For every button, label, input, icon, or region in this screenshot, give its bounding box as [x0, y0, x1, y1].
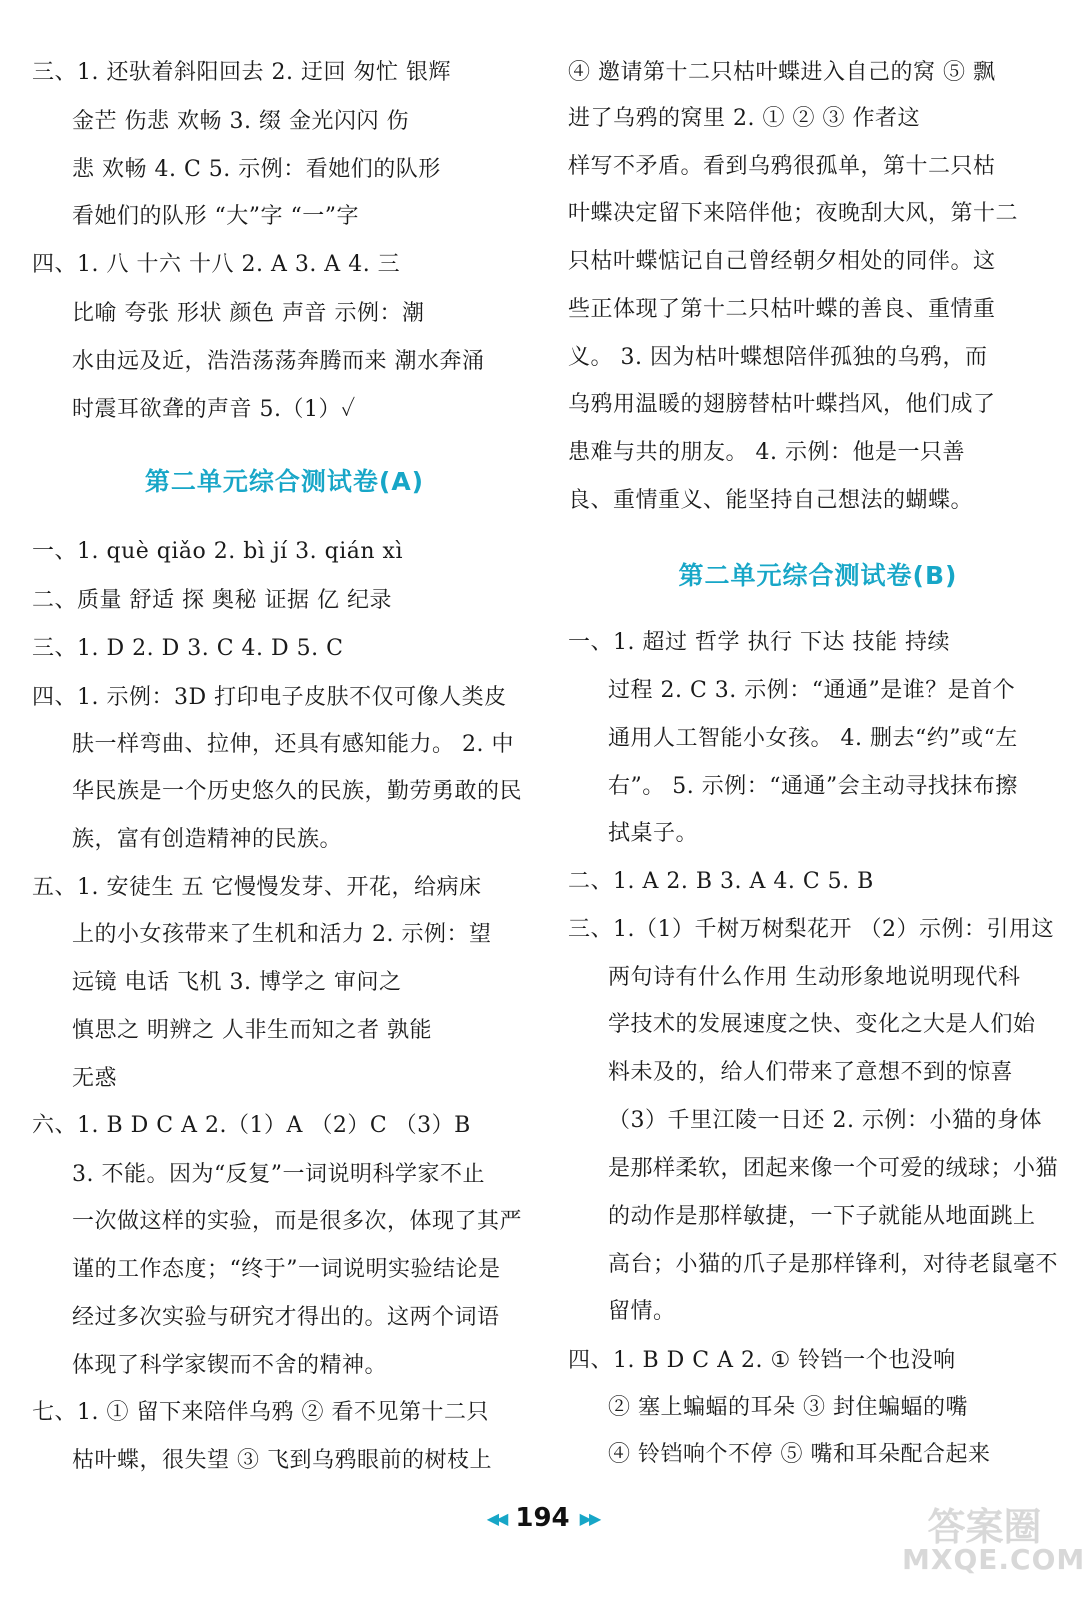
answer-line: 只枯叶蝶惦记自己曾经朝夕相处的同伴。这 [568, 249, 996, 274]
answer-line: 乌鸦用温暖的翅膀替枯叶蝶挡风，他们成了 [568, 392, 996, 417]
answer-line: 比喻 夸张 形状 颜色 声音 示例：潮 [72, 301, 425, 326]
answer-line: 一次做这样的实验，而是很多次，体现了其严 [72, 1209, 523, 1234]
answer-line: 族，富有创造精神的民族。 [72, 827, 343, 852]
page-number: 194 [515, 1503, 570, 1533]
answer-line: 右”。 5. 示例：“通通”会主动寻找抹布擦 [608, 774, 1018, 799]
answer-line: 三、1. D 2. D 3. C 4. D 5. C [32, 636, 344, 661]
next-arrows-icon: ▶▶ [579, 1508, 599, 1528]
answer-line: 通用人工智能小女孩。 4. 删去“约”或“左 [608, 726, 1018, 751]
watermark-line2: MXQE.COM [902, 1543, 1085, 1576]
answer-line: 经过多次实验与研究才得出的。这两个词语 [72, 1305, 500, 1330]
answer-line: 一、1. 超过 哲学 执行 下达 技能 持续 [568, 630, 950, 655]
answer-line: 慎思之 明辨之 人非生而知之者 孰能 [72, 1018, 432, 1043]
answer-line: 学技术的发展速度之快、变化之大是人们始 [608, 1012, 1036, 1037]
answer-line: 留情。 [608, 1299, 676, 1324]
answer-line: 四、1. 八 十六 十八 2. A 3. A 4. 三 [32, 252, 401, 277]
section-heading-b: 第二单元综合测试卷(B) [678, 561, 958, 590]
answer-line: 3. 不能。因为“反复”一词说明科学家不止 [72, 1162, 485, 1187]
answer-line: 时震耳欲聋的声音 5.（1）✓ [72, 397, 356, 422]
answer-line: 肤一样弯曲、拉伸，还具有感知能力。 2. 中 [72, 732, 514, 757]
answer-line: 无惑 [72, 1066, 118, 1091]
answer-line: 些正体现了第十二只枯叶蝶的善良、重情重 [568, 297, 996, 322]
answer-line: 七、1. ① 留下来陪伴乌鸦 ② 看不见第十二只 [32, 1400, 489, 1425]
answer-line: 六、1. B D C A 2.（1）A （2）C （3）B [32, 1113, 471, 1138]
answer-line: 样写不矛盾。看到乌鸦很孤单，第十二只枯 [568, 154, 996, 179]
answer-line: 远镜 电话 飞机 3. 博学之 审问之 [72, 970, 402, 995]
answer-line: 水由远及近，浩浩荡荡奔腾而来 潮水奔涌 [72, 349, 485, 374]
answer-line: 三、1. 还驮着斜阳回去 2. 迂回 匆忙 银辉 [32, 60, 451, 85]
watermark-line1: 答案圈 [927, 1505, 1042, 1549]
answer-line: ④ 邀请第十二只枯叶蝶进入自己的窝 ⑤ 飘 [568, 60, 996, 85]
answer-line: 良、重情重义、能坚持自己想法的蝴蝶。 [568, 488, 974, 513]
answer-line: 悲 欢畅 4. C 5. 示例：看她们的队形 [72, 157, 441, 182]
answer-line: 金芒 伤悲 欢畅 3. 缀 金光闪闪 伤 [72, 109, 409, 134]
answer-line: 五、1. 安徒生 五 它慢慢发芽、开花，给病床 [32, 875, 482, 900]
answer-line: 三、1.（1）千树万树梨花开 （2）示例：引用这 [568, 917, 1054, 942]
answer-line: 四、1. B D C A 2. ① 铃铛一个也没响 [568, 1348, 956, 1373]
answer-line: 义。 3. 因为枯叶蝶想陪伴孤独的乌鸦，而 [568, 345, 988, 370]
answer-line: 枯叶蝶，很失望 ③ 飞到乌鸦眼前的树枝上 [72, 1448, 492, 1473]
answer-line: ② 塞上蝙蝠的耳朵 ③ 封住蝙蝠的嘴 [608, 1395, 968, 1420]
answer-line: 高台；小猫的爪子是那样锋利，对待老鼠毫不 [608, 1252, 1059, 1277]
answer-line: 谨的工作态度；“终于”一词说明实验结论是 [72, 1257, 501, 1282]
answer-line: 上的小女孩带来了生机和活力 2. 示例：望 [72, 922, 492, 947]
answer-line: 拭桌子。 [608, 821, 699, 846]
answer-line: 的动作是那样敏捷，一下子就能从地面跳上 [608, 1204, 1036, 1229]
section-heading-a: 第二单元综合测试卷(A) [144, 467, 425, 496]
answer-line: 叶蝶决定留下来陪伴他；夜晚刮大风，第十二 [568, 201, 1019, 226]
answer-line: 看她们的队形 “大”字 “一”字 [72, 204, 359, 229]
prev-arrows-icon: ◀◀ [486, 1508, 506, 1528]
answer-line: 料未及的，给人们带来了意想不到的惊喜 [608, 1060, 1014, 1085]
answer-line: 一、1. què qiǎo 2. bì jí 3. qián xì [32, 539, 403, 564]
answer-line: 患难与共的朋友。 4. 示例：他是一只善 [568, 440, 965, 465]
answer-line: 两句诗有什么作用 生动形象地说明现代科 [608, 965, 1021, 990]
watermark-logo [902, 1505, 1085, 1586]
answer-line: 华民族是一个历史悠久的民族，勤劳勇敢的民 [72, 779, 523, 804]
answer-line: ④ 铃铛响个不停 ⑤ 嘴和耳朵配合起来 [608, 1442, 991, 1467]
answer-line: 进了乌鸦的窝里 2. ① ② ③ 作者这 [568, 106, 920, 131]
answer-line: 四、1. 示例：3D 打印电子皮肤不仅可像人类皮 [32, 685, 507, 710]
answer-line: 二、1. A 2. B 3. A 4. C 5. B [568, 869, 874, 894]
answer-line: 过程 2. C 3. 示例：“通通”是谁？是首个 [608, 678, 1016, 703]
answer-line: 是那样柔软，团起来像一个可爱的绒球；小猫 [608, 1156, 1059, 1181]
answer-line: 体现了科学家锲而不舍的精神。 [72, 1353, 388, 1378]
answer-line: 二、质量 舒适 探 奥秘 证据 亿 纪录 [32, 588, 392, 613]
answer-line: （3）千里江陵一日还 2. 示例：小猫的身体 [608, 1108, 1042, 1133]
